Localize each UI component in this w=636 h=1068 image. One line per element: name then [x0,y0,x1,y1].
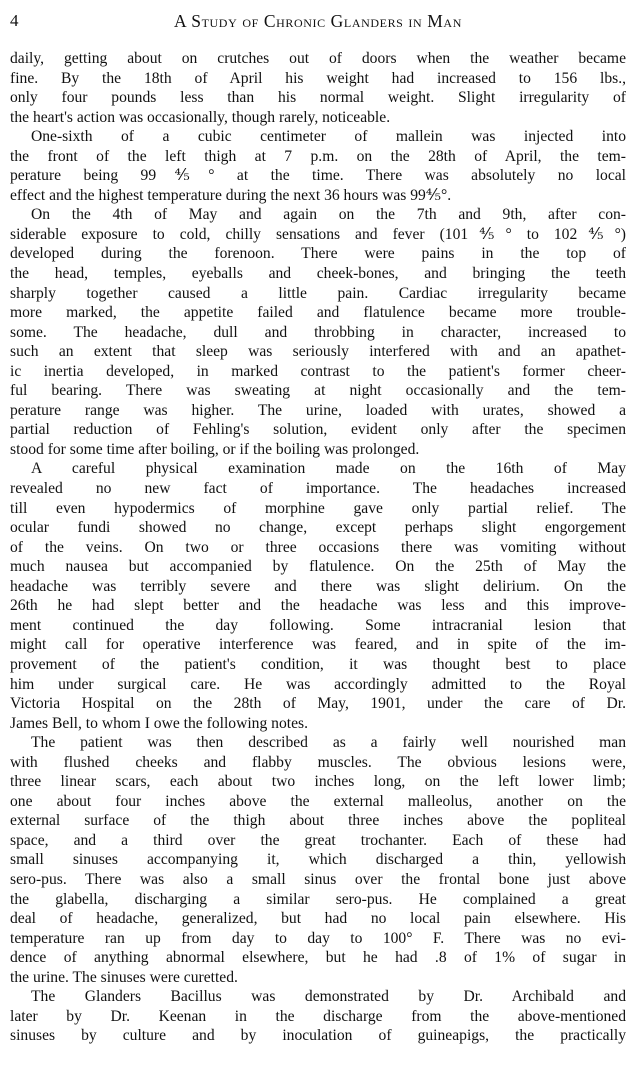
text-line: the heart's action was occasionally, though rarely, noticeable. [10,108,391,126]
text-line: provement of the patient's condition, it was thought best to place [10,655,626,673]
text-line: daily, getting about on crutches out of doors when the weather became [10,50,626,67]
text-line: developed during the forenoon. There were pains in the top of [10,245,626,263]
text-line: The Glanders Bacillus was demonstrated by Dr. Archibald and [31,988,626,1006]
text-line: three linear scars, each about two inches long, on the left lower limb; [10,773,626,791]
text-line: more marked, the appetite failed and flatulence became more trouble- [10,304,626,322]
text-line: later by Dr. Keenan in the discharge from the above-mentioned [10,1007,626,1025]
text-line: space, and a third over the great trochanter. Each of these had [10,831,626,849]
text-line: ment continued the day following. Some intracranial lesion that [10,616,626,634]
text-line: such an extent that sleep was seriously interfered with and an apathet- [10,343,626,361]
text-line: much nausea but accompanied by flatulence. On the 25th of May the [10,558,626,576]
text-line: On the 4th of May and again on the 7th and 9th, after con- [31,206,626,224]
text-line: perature being 99⅘° at the time. There was absolutely no local [10,167,626,185]
running-head [10,6,626,36]
page-number: 4 [10,11,19,30]
text-line: siderable exposure to cold, chilly sensations and fever (101⅘° to 102⅘°) [10,225,626,243]
text-line: the urine. The sinuses were curetted. [10,968,238,986]
text-line: the front of the left thigh at 7 p.m. on the 28th of April, the tem- [10,147,626,165]
text-line: James Bell, to whom I owe the following notes. [10,714,308,732]
text-line: dence of anything abnormal elsewhere, but he had .8 of 1% of sugar in [10,949,626,967]
text-line: fine. By the 18th of April his weight had increased to 156 lbs., [10,69,626,87]
text-line: stood for some time after boiling, or if the boiling was prolonged. [10,440,420,458]
text-line: One-sixth of a cubic centimeter of mallein was injected into [31,128,626,146]
text-line: Victoria Hospital on the 28th of May, 1901, under the care of Dr. [10,695,626,713]
text-line: external surface of the thigh about three inches above the popliteal [10,812,626,830]
running-title: A Study of Chronic Glanders in Man [174,11,462,31]
text-line: sinuses by culture and by inoculation of guineapigs, the practically [10,1027,626,1045]
text-line: temperature ran up from day to day to 100° F. There was no evi- [10,929,626,947]
text-line: 26th he had slept better and the headache was less and this improve- [10,597,626,615]
body-text [10,49,626,1046]
text-line: small sinuses accompanying it, which discharged a thin, yellowish [10,851,626,869]
text-line: of the veins. On two or three occasions there was vomiting without [10,538,626,556]
text-line: sharply together caused a little pain. Cardiac irregularity became [10,284,626,302]
text-line: might call for operative interference was feared, and in spite of the im- [10,636,626,654]
text-line: effect and the highest temperature during the next 36 hours was 99⅘°. [10,186,452,204]
text-line: revealed no new fact of importance. The headaches increased [10,480,626,498]
text-line: one about four inches above the external malleolus, another on the [10,792,626,810]
text-line: The patient was then described as a fairly well nourished man [31,734,626,752]
text-line: ful bearing. There was sweating at night occasionally and the tem- [10,382,626,400]
text-line: the glabella, discharging a similar sero-pus. He complained a great [10,890,626,908]
text-line: perature range was higher. The urine, loaded with urates, showed a [10,401,626,419]
book-page [10,6,626,1046]
text-line: him under surgical care. He was accordingly admitted to the Royal [10,675,626,693]
text-line: partial reduction of Fehling's solution, evident only after the specimen [10,421,626,439]
text-line: the head, temples, eyeballs and cheek-bones, and bringing the teeth [10,265,626,283]
text-line: headache was terribly severe and there was slight delirium. On the [10,577,626,595]
text-line: ocular fundi showed no change, except perhaps slight engorgement [10,519,626,537]
text-line: some. The headache, dull and throbbing in character, increased to [10,323,626,341]
text-line: ic inertia developed, in marked contrast to the patient's former cheer- [10,362,626,380]
text-line: A careful physical examination made on the 16th of May [31,460,626,478]
text-line: only four pounds less than his normal weight. Slight irregularity of [10,89,626,107]
text-line: till even hypodermics of morphine gave only partial relief. The [10,499,626,517]
text-line: with flushed cheeks and flabby muscles. The obvious lesions were, [10,753,626,771]
text-line: sero-pus. There was also a small sinus over the frontal bone just above [10,870,626,888]
text-line: deal of headache, generalized, but had no local pain elsewhere. His [10,910,626,928]
